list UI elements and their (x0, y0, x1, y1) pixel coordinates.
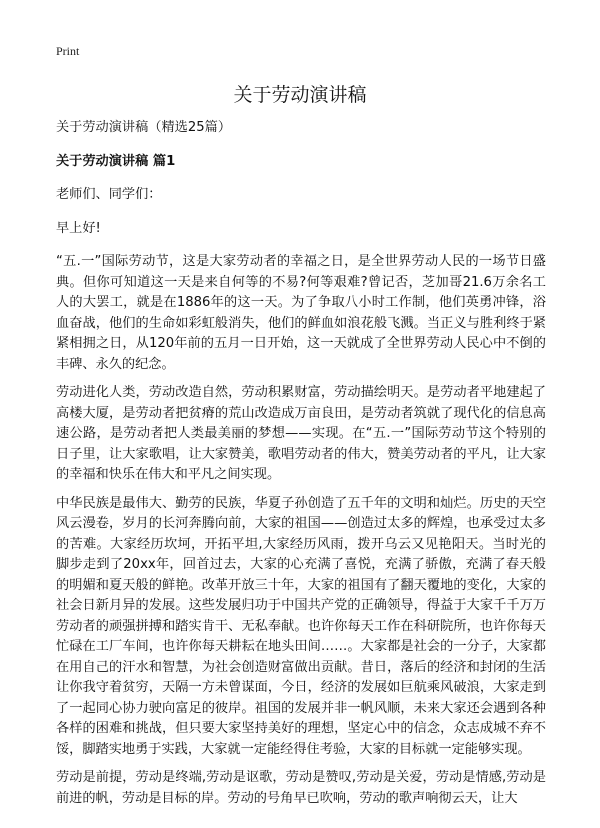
print-label: Print (56, 44, 80, 58)
document-title: 关于劳动演讲稿 (233, 84, 367, 106)
paragraph: 劳动是前提，劳动是终端,劳动是讴歌，劳动是赞叹,劳动是关爱，劳动是情感,劳动是前进的帆，劳动是目标的岸。劳动的号角早已吹响，劳动的歌声响彻云天，让大 (56, 770, 546, 806)
paragraph: 中华民族是最伟大、勤劳的民族，华夏子孙创造了五千年的文明和灿烂。历史的天空风云漫卷，岁月的长河奔腾向前，大家的祖国——创造过太多的辉煌，也承受过太多的苦难。大家经历坎坷，开拓平坦,大家经历风雨，拨开乌云又见艳阳天。当时光的脚步走到了20xx年，回首过去，大家的心充满了喜悦，充满了骄傲，充满了春天般的明媚和夏天般的鲜艳。改革开放三十年，大家的祖国有了翻天覆地的变化，大家的社会日新月异的发展。这些发展归功于中国共产党的正确领导，得益于大家千千万万劳动者的顽强拼搏和踏实肯干、无私奉献。也许你每天工作在科研院所，也许你每天忙碌在工厂车间，也许你每天耕耘在地头田间……。大家都是社会的一分子，大家都在用自己的汗水和智慧，为社会创造财富做出贡献。昔日，落后的经济和封闭的生活让你我守着贫穷，天隔一方未曾谋面，今日，经济的发展如巨航乘风破浪，大家走到了一起同心协力驶向富足的彼岸。祖国的发展并非一帆风顺，未来大家还会遇到各种各样的困难和挑战，但只要大家坚持美好的理想，坚定心中的信念，众志成城不弃不馁，脚踏实地勇于实践，大家就一定能经得住考验，大家的目标就一定能够实现。 (56, 495, 546, 757)
greeting-morning: 早上好! (56, 220, 101, 236)
greeting-audience: 老师们、同学们： (56, 187, 162, 202)
document-subtitle: 关于劳动演讲稿（精选25篇） (56, 120, 232, 135)
paragraph: “五.一”国际劳动节，这是大家劳动者的幸福之日，是全世界劳动人民的一场节日盛典。但你可知道这一天是来自何等的不易?何等艰难?曾记否，芝加哥21.6万余名工人的大罢工，就是在1886年的这一天。为了争取八小时工作制，他们英勇冲锋，浴血奋战，他们的生命如彩虹般消失，他们的鲜血如浪花般飞溅。当正义与胜利终于紧紧相拥之日，从120年前的五月一日开始，这一天就成了全世界劳动人民心中不倒的丰碑、永久的纪念。 (56, 254, 546, 372)
paragraph: 劳动进化人类，劳动改造自然，劳动积累财富，劳动描绘明天。是劳动者平地建起了高楼大厦，是劳动者把贫瘠的荒山改造成万亩良田，是劳动者筑就了现代化的信息高速公路，是劳动者把人类最美丽的梦想——实现。在“五.一”国际劳动节这个特别的日子里，让大家歌唱，让大家赞美，歌唱劳动者的伟大，赞美劳动者的平凡，让大家的幸福和快乐在伟大和平凡之间实现。 (56, 385, 546, 482)
section-heading: 关于劳动演讲稿 篇1 (56, 153, 176, 169)
document-body (56, 118, 546, 817)
